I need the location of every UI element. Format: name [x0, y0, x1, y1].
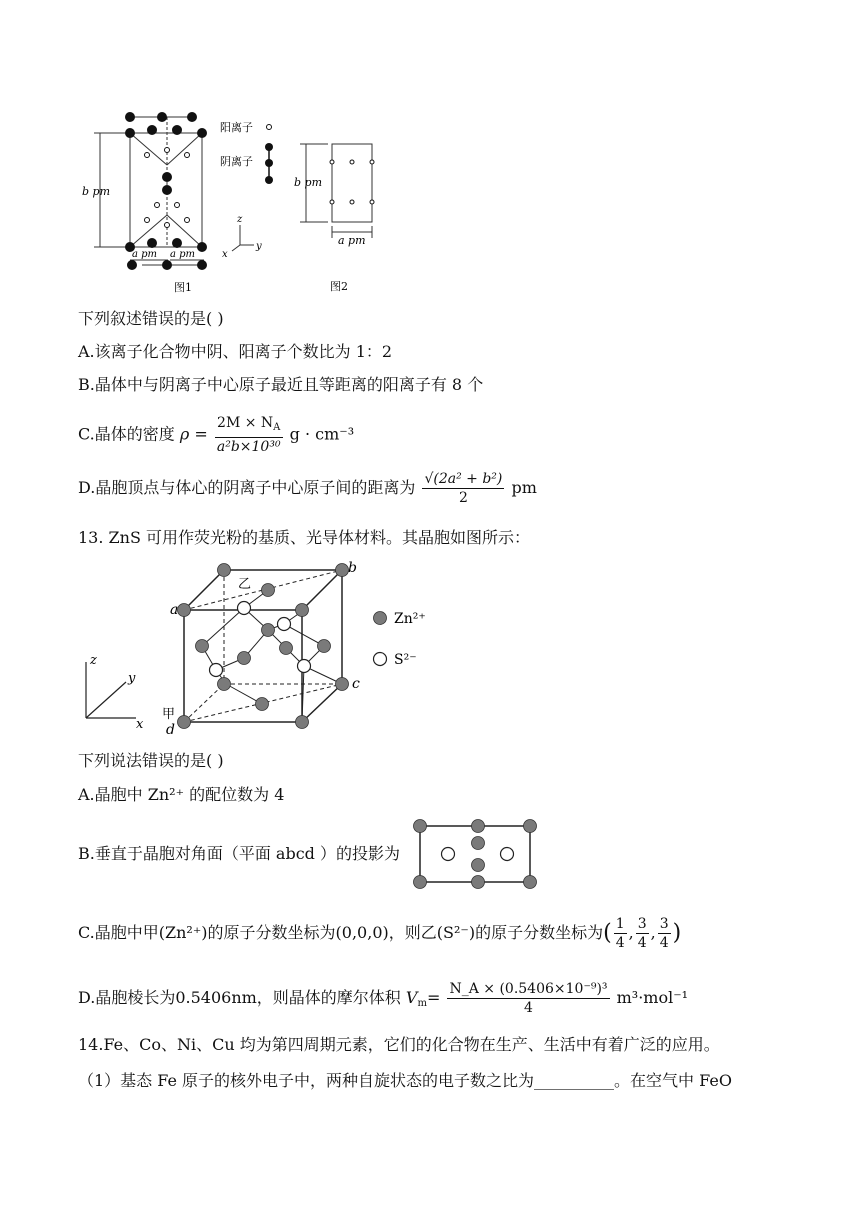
q12-distance-num: √(2a² + b²) — [424, 471, 503, 487]
q13-coord-z — [658, 915, 671, 952]
zns-corner-d: d — [166, 722, 175, 738]
fig1-caption: 图1 — [174, 281, 192, 294]
q12-stem: 下列叙述错误的是( ) — [78, 309, 224, 328]
q12-distance-unit: pm — [511, 478, 537, 497]
fig2-b-dimension: b pm — [294, 176, 323, 189]
q13-option-a-suffix: 的配位数为 4 — [189, 785, 285, 804]
q13-question: 下列说法错误的是( ) — [78, 751, 224, 770]
q14-stem: 14.Fe、Co、Ni、Cu 均为第四周期元素，它们的化合物在生产、生活中有着广泛的应用。 — [78, 1035, 720, 1054]
q13-option-a-prefix: A.晶胞中 — [78, 785, 143, 804]
zns-axis-z: z — [90, 653, 97, 668]
q12-density-unit: g · cm⁻³ — [289, 424, 355, 444]
q13-option-d-prefix: D.晶胞棱长为0.5406nm，则晶体的摩尔体积 — [78, 988, 401, 1007]
q13-vm-den: 4 — [524, 1000, 533, 1016]
figure-1-crystal-cell — [82, 105, 302, 300]
q13-option-c-part4: 的原子分数坐标为 — [475, 923, 604, 942]
fig1-legend-anion: 阴离子 — [220, 155, 253, 168]
fig1-b-dimension: b pm — [82, 185, 111, 198]
zns-legend-zn: Zn²⁺ — [394, 611, 426, 627]
zns-corner-b: b — [348, 560, 357, 576]
q13-option-a — [78, 784, 284, 806]
q13-option-c-coord1: (0,0,0) — [335, 923, 389, 942]
q12-density-num-sub: A — [273, 422, 281, 433]
fig1-a-dimension-1: a pm — [132, 249, 158, 260]
q13-coord-x-den: 4 — [615, 935, 625, 951]
q13-stem: 13. ZnS 可用作荧光粉的基质、光导体材料。其晶胞如图所示： — [78, 528, 531, 547]
q13-option-c-part1: C.晶胞中甲 — [78, 923, 159, 942]
q12-option-a: A.该离子化合物中阴、阳离子个数比为 1：2 — [78, 342, 393, 361]
q13-option-c-ion1: (Zn²⁺) — [158, 923, 208, 942]
q12-option-c-prefix: C.晶体的密度 — [78, 424, 175, 444]
fig1-legend-cation: 阳离子 — [220, 121, 253, 134]
q13-coord-x-num: 1 — [615, 916, 625, 932]
q12-option-d — [78, 470, 537, 507]
figure-2-projection — [294, 140, 394, 300]
zns-cell-diagram — [78, 558, 458, 738]
zns-corner-a: a — [170, 602, 179, 618]
q13-option-a-ion: Zn²⁺ — [147, 785, 185, 804]
q14-part1: （1）基态 Fe 原子的核外电子中，两种自旋状态的电子数之比为__________。在空气中 FeO — [78, 1071, 732, 1090]
zns-legend-s: S²⁻ — [394, 652, 417, 668]
fig1-axis-y: y — [256, 241, 262, 252]
q12-distance-den: 2 — [458, 490, 468, 506]
fig1-a-dimension-2: a pm — [170, 249, 196, 260]
q13-coord-x — [614, 915, 627, 952]
q13-vm-fraction — [447, 980, 609, 1017]
q13-vm-sub: m — [417, 998, 427, 1009]
zns-label-yi: 乙 — [238, 577, 252, 592]
fig1-axis-x: x — [222, 249, 228, 260]
q12-option-d-prefix: D.晶胞顶点与体心的阴离子中心原子间的距离为 — [78, 478, 416, 497]
q12-distance-fraction — [422, 470, 504, 507]
q12-option-b: B.晶体中与阴离子中心原子最近且等距离的阳离子有 8 个 — [78, 375, 484, 394]
q13-coord-y-num: 3 — [637, 916, 647, 932]
q13-option-b: B.垂直于晶胞对角面（平面 abcd ）的投影为 — [78, 844, 401, 863]
q12-density-fraction — [215, 414, 283, 456]
q13-option-c: C.晶胞中甲(Zn²⁺)的原子分数坐标为(0,0,0)，则乙(S²⁻)的原子分数坐标为( $\frac{1}{4}$ , $\frac{3}{4}$ , $\frac{3}{4}$ ) — [78, 916, 682, 951]
zns-axis-y: y — [128, 671, 136, 686]
q13-coord-y-den: 4 — [637, 935, 647, 951]
zns-corner-c: c — [352, 676, 360, 692]
fig1-axis-z: z — [237, 214, 243, 225]
q13-coord-y — [636, 915, 649, 952]
q13-option-c-part2: 的原子分数坐标为 — [207, 923, 336, 942]
q13-option-c-part3: ，则乙 — [388, 923, 437, 942]
q12-density-num: 2M × N — [217, 415, 274, 431]
q13-option-d: D.晶胞棱长为0.5406nm，则晶体的摩尔体积 $V_m=$ $\frac{\text{N\_A × (0.5406×10⁻⁹)³}}{4}$ m³·mol⁻¹ — [78, 981, 689, 1016]
q12-rho: ρ = — [179, 424, 208, 444]
fig2-a-dimension: a pm — [338, 234, 366, 247]
q12-option-c — [78, 414, 354, 456]
zns-axis-x: x — [136, 717, 144, 732]
zns-label-jia: 甲 — [162, 707, 176, 722]
fig2-caption: 图2 — [330, 280, 348, 293]
q13-option-c-ion2: (S²⁻) — [436, 923, 476, 942]
abcd-projection-diagram — [408, 814, 548, 890]
q13-coord-z-num: 3 — [659, 916, 669, 932]
q13-vm-num: N_A × (0.5406×10⁻⁹)³ — [449, 981, 608, 997]
q13-vm-unit: m³·mol⁻¹ — [616, 988, 689, 1007]
q13-coord-z-den: 4 — [659, 935, 669, 951]
q12-density-den: a²b×10³⁰ — [216, 439, 281, 455]
q13-vm-symbol: V — [405, 988, 418, 1007]
